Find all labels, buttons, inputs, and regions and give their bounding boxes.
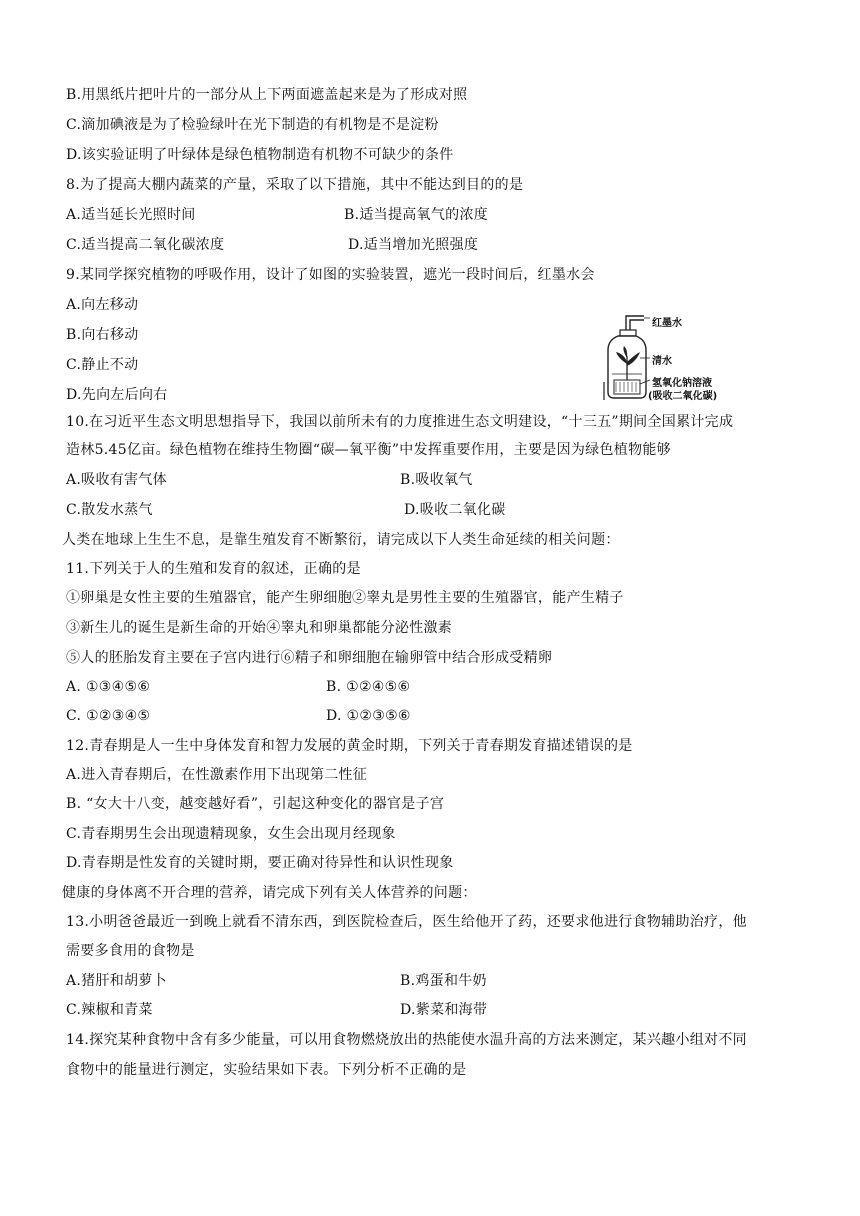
q13-option-d: D.紫菜和海带 bbox=[400, 1002, 488, 1018]
q10-option-b: B.吸收氧气 bbox=[400, 472, 473, 488]
label-red-ink: 红墨水 bbox=[652, 318, 682, 329]
q14-stem-line2: 食物中的能量进行测定，实验结果如下表。下列分析不正确的是 bbox=[66, 1062, 467, 1078]
q12-option-d: D.青春期是性发育的关键时期，要正确对待异性和认识性现象 bbox=[66, 855, 454, 871]
q10-option-a: A.吸收有害气体 bbox=[66, 472, 167, 488]
q12-option-a: A.进入青春期后，在性激素作用下出现第二性征 bbox=[66, 767, 368, 783]
q11-stem: 11.下列关于人的生殖和发育的叙述，正确的是 bbox=[66, 561, 361, 577]
q14-stem-line1: 14.探究某种食物中含有多少能量，可以用食物燃烧放出的热能使水温升高的方法来测定，某兴趣小组对不同 bbox=[66, 1032, 747, 1048]
q12-stem: 12.青春期是人一生中身体发育和智力发展的黄金时期，下列关于青春期发育描述错误的是 bbox=[66, 738, 633, 754]
q9-option-d: D.先向左后向右 bbox=[66, 387, 168, 403]
q11-statement-5-6: ⑤人的胚胎发育主要在子宫内进行⑥精子和卵细胞在输卵管中结合形成受精卵 bbox=[66, 650, 553, 666]
q9-option-c: C.静止不动 bbox=[66, 357, 139, 373]
q10-option-c: C.散发水蒸气 bbox=[66, 502, 153, 518]
q11-option-a: A. ①③④⑤⑥ bbox=[66, 679, 151, 695]
q9-option-b: B.向右移动 bbox=[66, 327, 139, 343]
q11-option-c: C. ①②③④⑤ bbox=[66, 708, 151, 724]
q7-option-c: C.滴加碘液是为了检验绿叶在光下制造的有机物是不是淀粉 bbox=[66, 117, 439, 133]
q11-option-d: D. ①②③⑤⑥ bbox=[326, 708, 411, 724]
q11-statement-1-2: ①卵巢是女性主要的生殖器官，能产生卵细胞②睾丸是男性主要的生殖器官，能产生精子 bbox=[66, 590, 624, 606]
q8-stem: 8.为了提高大棚内蔬菜的产量，采取了以下措施，其中不能达到目的的是 bbox=[66, 177, 524, 193]
q13-stem-line2: 需要多食用的食物是 bbox=[66, 943, 195, 959]
section-reproduction-intro: 人类在地球上生生不息，是靠生殖发育不断繁衍，请完成以下人类生命延续的相关问题： bbox=[62, 532, 620, 548]
q11-statement-3-4: ③新生儿的诞生是新生命的开始④睾丸和卵巢都能分泌性激素 bbox=[66, 620, 453, 636]
label-water: 清水 bbox=[652, 356, 672, 367]
q7-option-b: B.用黑纸片把叶片的一部分从上下两面遮盖起来是为了形成对照 bbox=[66, 87, 468, 103]
q11-option-b: B. ①②④⑤⑥ bbox=[326, 679, 411, 695]
q13-option-c: C.辣椒和青菜 bbox=[66, 1002, 153, 1018]
q8-option-b: B.适当提高氧气的浓度 bbox=[344, 207, 489, 223]
q8-option-a: A.适当延长光照时间 bbox=[66, 207, 196, 223]
q9-stem: 9.某同学探究植物的呼吸作用，设计了如图的实验装置，遮光一段时间后，红墨水会 bbox=[66, 267, 595, 283]
q12-option-c: C.青春期男生会出现遗精现象，女生会出现月经现象 bbox=[66, 826, 396, 842]
q10-option-d: D.吸收二氧化碳 bbox=[404, 502, 506, 518]
q13-stem-line1: 13.小明爸爸最近一到晚上就看不清东西，到医院检查后，医生给他开了药，还要求他进行食物辅助治疗，他 bbox=[66, 914, 747, 930]
q8-option-d: D.适当增加光照强度 bbox=[348, 237, 479, 253]
q8-option-c: C.适当提高二氧化碳浓度 bbox=[66, 237, 225, 253]
q7-option-d: D.该实验证明了叶绿体是绿色植物制造有机物不可缺少的条件 bbox=[66, 147, 454, 163]
label-naoh-note: (吸收二氧化碳) bbox=[648, 391, 718, 402]
section-nutrition-intro: 健康的身体离不开合理的营养，请完成下列有关人体营养的问题： bbox=[62, 885, 477, 901]
q10-stem-line2: 造林5.45亿亩。绿色植物在维持生物圈“碳—氧平衡”中发挥重要作用，主要是因为绿色植物能够 bbox=[66, 442, 671, 458]
q10-stem-line1: 10.在习近平生态文明思想指导下，我国以前所未有的力度推进生态文明建设，“十三五”期间全国累计完成 bbox=[66, 414, 734, 430]
q13-option-a: A.猪肝和胡萝卜 bbox=[66, 973, 167, 989]
q9-option-a: A.向左移动 bbox=[66, 297, 139, 313]
respiration-apparatus-figure bbox=[600, 312, 740, 402]
label-naoh: 氢氧化钠溶液 bbox=[652, 378, 712, 389]
q13-option-b: B.鸡蛋和牛奶 bbox=[400, 973, 487, 989]
q12-option-b: B. “女大十八变，越变越好看”，引起这种变化的器官是子宫 bbox=[66, 796, 445, 812]
